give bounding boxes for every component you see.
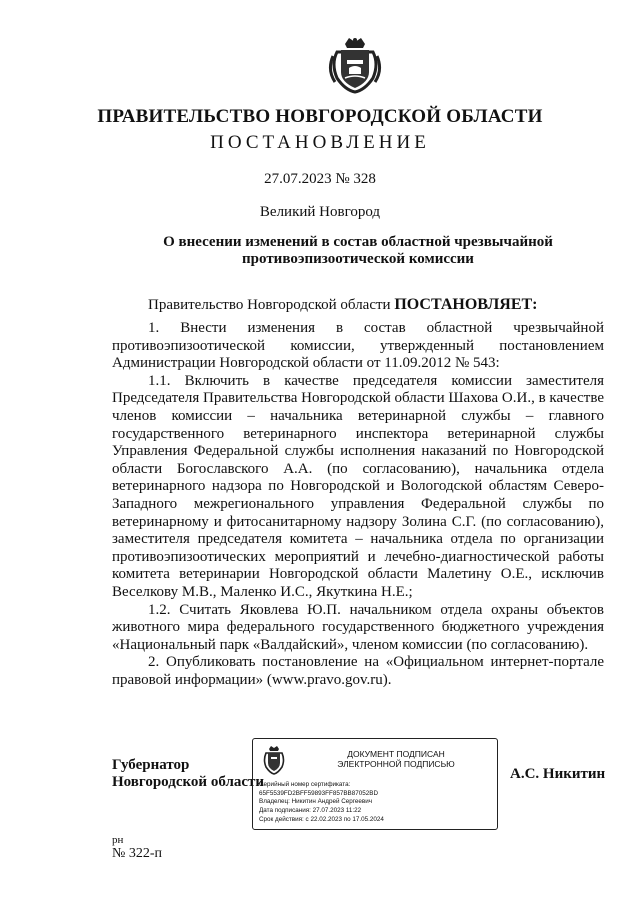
document-footer [112, 833, 162, 861]
signatory-position [112, 757, 264, 791]
footer-number: № 322-п [112, 846, 163, 861]
stamp-signed-date: Дата подписания: 27.07.2023 11:22 [259, 807, 362, 815]
electronic-signature-stamp [252, 738, 498, 830]
document-title [150, 234, 566, 268]
document-body [112, 320, 604, 689]
organization-heading: ПРАВИТЕЛЬСТВО НОВГОРОДСКОЙ ОБЛАСТИ [97, 106, 543, 127]
paragraph-1: 1. Внести изменения в состав областной чрезвычайной противоэпизоотической комиссии, утвержденный постановлением Администрации Новгородской области от 11.09.2012 № 543: [112, 320, 604, 372]
footer-initials: рн [112, 834, 124, 846]
document-title-line-1: О внесении изменений в состав областной чрезвычайной [163, 234, 553, 250]
stamp-heading-line-1: ДОКУМЕНТ ПОДПИСАН [347, 749, 445, 759]
signatory-name: А.С. Никитин [510, 766, 606, 782]
signatory-position-line-2: Новгородской области [112, 774, 265, 790]
document-date-number: 27.07.2023 № 328 [264, 171, 376, 187]
stamp-heading-line-2: ЭЛЕКТРОННОЙ ПОДПИСЬЮ [337, 759, 455, 769]
document-city: Великий Новгород [259, 204, 381, 220]
paragraph-2: 2. Опубликовать постановление на «Официальном интернет-портале правовой информации» (www.pravo.gov.ru). [112, 654, 604, 688]
document-type-heading: ПОСТАНОВЛЕНИЕ [210, 132, 430, 153]
stamp-owner: Владелец: Никитин Андрей Сергеевич [259, 798, 373, 806]
stamp-heading [301, 749, 491, 769]
coat-of-arms-emblem [327, 34, 383, 94]
stamp-details [259, 781, 495, 825]
preamble [148, 296, 538, 314]
signatory-position-line-1: Губернатор [112, 757, 190, 773]
stamp-validity: Срок действия: с 22.02.2023 по 17.05.2024 [259, 815, 384, 823]
preamble-text: Правительство Новгородской области [148, 297, 395, 313]
paragraph-1-1: 1.1. Включить в качестве председателя комиссии заместителя Председателя Правительства Новгородской области Шахова О.И., в качестве членов комиссии – начальника ветеринарной службы – главного государственного ветеринарного инспектора ветеринарной службы Управления Федеральной службы исполнения наказаний по Новгородской области Богославского А.А. (по согласованию), начальника отдела ветеринарного надзора по Новгородской и Вологодской областям Северо-Западного межрегионального управления Федеральной службы по ветеринарному и фитосанитарному надзору Золина С.Г. (по согласованию), заместителя председателя комитета – начальника отдела по организации противоэпизоотических мероприятий и лечебно-диагностической работы комитета ветеринарии Новгородской области Малетину О.Е., исключив Веселкову М.В., Маленко И.С., Якуткина Н.Е.; [112, 372, 604, 600]
document-title-line-2: противоэпизоотической комиссии [242, 251, 474, 267]
stamp-cert-label: Серийный номер сертификата: [259, 781, 351, 788]
stamp-cert-number: 65F5539FD2BFF59893FF857BB87052BD [259, 789, 379, 797]
paragraph-1-2: 1.2. Считать Яковлева Ю.П. начальником отдела охраны объектов животного мира федерального государственного бюджетного учреждения «Национальный парк «Валдайский», членом комиссии (по согласованию). [112, 601, 604, 653]
stamp-emblem-icon [261, 745, 287, 775]
preamble-keyword: ПОСТАНОВЛЯЕТ: [394, 296, 538, 313]
